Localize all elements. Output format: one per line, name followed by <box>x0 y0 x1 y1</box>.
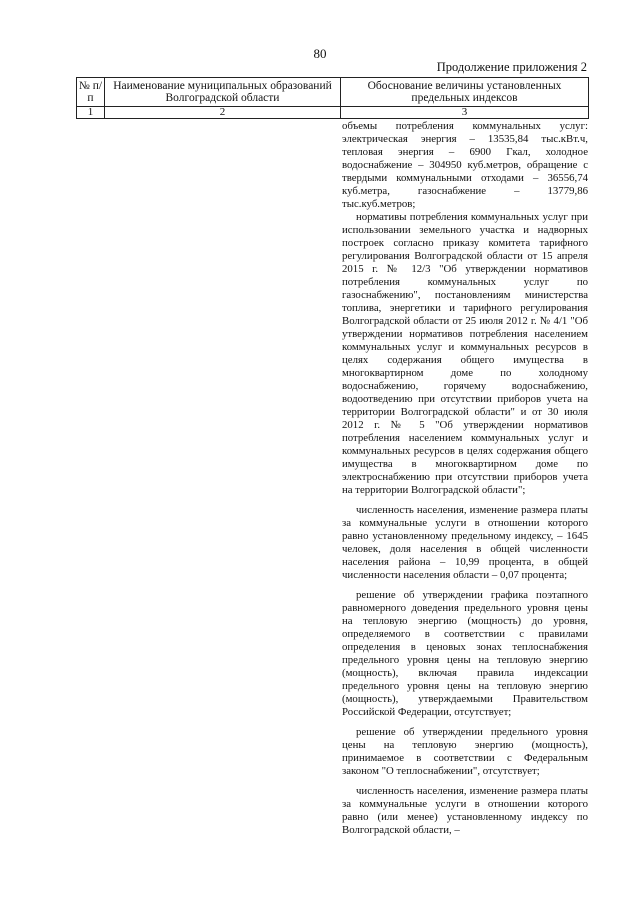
table-header-row <box>77 78 589 107</box>
header-municipality: Наименование муниципальных образований Волгоградской области <box>105 78 341 107</box>
paragraph-consumption: объемы потребления коммунальных услуг: электрическая энергия – 13535,84 тыс.кВт.ч, тепловая энергия – 6900 Гкал, холодное водоснабжение – 304950 куб.метров, обращение с твердыми коммунальными отходами – 36556,74 куб.метра, газоснабжение – 13779,86 тыс.куб.метров; <box>342 120 588 210</box>
page-number: 80 <box>313 46 327 61</box>
col-number-2: 2 <box>105 107 341 119</box>
col-number-3: 3 <box>341 107 589 119</box>
paragraph-population: численность населения, изменение размера платы за коммунальные услуги в отношении которого равно установленному предельному индексу, – 1645 человек, доля населения в общей численности населения района – 10,99 процента, в общей численности населения области – 0,07 процента; <box>342 504 588 581</box>
column-number-row <box>77 107 589 119</box>
appendix-table <box>76 77 589 119</box>
paragraph-heat-schedule: решение об утверждении графика поэтапного равномерного доведения предельного уровня цены на тепловую энергию (мощность) до уровня, определяемого в соответствии с правилами определения в ценовых зонах теплоснабжения предельного уровня цены на тепловую энергию (мощность), включая правила индексации предельного уровня цены на тепловую энергию (мощность), утверждаемыми Правительством Российской Федерации, отсутствует; <box>342 589 588 718</box>
continuation-label: Продолжение приложения 2 <box>436 60 587 74</box>
paragraph-norms: нормативы потребления коммунальных услуг при использовании земельного участка и надворных построек согласно приказу комитета тарифного регулирования Волгоградской области от 15 апреля 2015 г. № 12/3 "Об утверждении нормативов потребления коммунальных услуг по газоснабжению", постановлениям министерства топлива, энергетики и тарифного регулирования Волгоградской области от 25 июля 2012 г. № 4/1 "Об утверждении нормативов потребления населением коммунальных услуг и коммунальных ресурсов в целях содержания общего имущества в многоквартирном доме по холодному водоснабжению, горячему водоснабжению, водоотведению при отсутствии приборов учета на территории Волгоградской области" и от 30 июля 2012 г. № 5 "Об утверждении нормативов потребления населением коммунальных услуг и коммунальных ресурсов в целях содержания общего имущества в многоквартирном доме по электроснабжению при отсутствии приборов учета на территории Волгоградской области"; <box>342 211 588 496</box>
paragraph-population-less: численность населения, изменение размера платы за коммунальные услуги в отношении которого равно (или менее) установленному индексу по Волгоградской области, – <box>342 785 588 836</box>
header-number: № п/п <box>77 78 105 107</box>
header-justification: Обоснование величины установленных предельных индексов <box>341 78 589 107</box>
justification-text <box>342 120 588 844</box>
col-number-1: 1 <box>77 107 105 119</box>
paragraph-heat-price: решение об утверждении предельного уровня цены на тепловую энергию (мощность), принимаемое в соответствии с Федеральным законом "О теплоснабжении", отсутствует; <box>342 726 588 777</box>
